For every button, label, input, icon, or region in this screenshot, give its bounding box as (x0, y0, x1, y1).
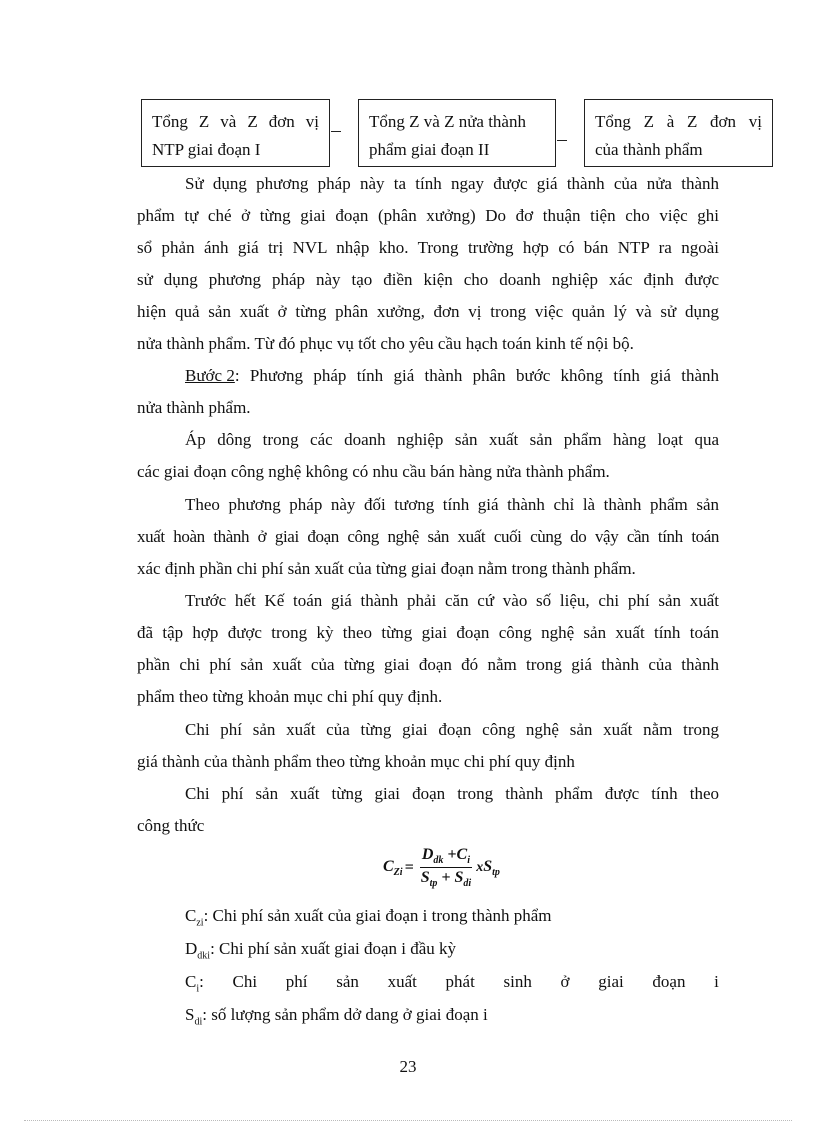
paragraph-step-2 (137, 360, 719, 424)
flow-connector-2 (557, 140, 567, 141)
paragraph-line: đã tập hợp được trong kỳ theo từng giai đoạn công nghệ sản xuất tính toán (137, 623, 719, 642)
flow-box-finished (584, 99, 773, 167)
paragraph-6 (137, 714, 719, 778)
paragraph-7 (137, 778, 719, 842)
page-bottom-divider (24, 1120, 792, 1121)
paragraph-3 (137, 424, 719, 488)
flow-box-stage-2-line2: phẩm giai đoạn II (369, 140, 490, 159)
flow-box-stage-1-line1: Tổng Z và Z đơn vị (152, 112, 319, 131)
paragraph-line: Trước hết Kế toán giá thành phải căn cứ vào số liệu, chi phí sản xuất (185, 591, 719, 610)
paragraph-line: phần chi phí sản xuất của từng giai đoạn đó nằm trong giá thành của thành (137, 655, 719, 674)
paragraph-line: giá thành của thành phẩm theo từng khoản mục chi phí quy định (137, 752, 575, 771)
flow-box-stage-1 (141, 99, 330, 167)
page-number: 23 (399, 1057, 417, 1076)
definition-item: $D_{dki}$: Chi phí sản xuất giai đoạn i đầu kỳ (185, 939, 457, 962)
formula-equals: = (404, 858, 414, 876)
formula-fraction (419, 846, 474, 889)
flow-box-finished-line1: Tổng Z à Z đơn vị (595, 112, 762, 131)
paragraph-line: Theo phương pháp này đối tương tính giá thành chỉ là thành phẩm sản (185, 495, 719, 514)
paragraph-4 (137, 489, 719, 585)
paragraph-line: sổ phản ánh giá trị NVL nhập kho. Trong trường hợp có bán NTP ra ngoài (137, 238, 719, 257)
paragraph-line: công thức (137, 816, 205, 835)
step-2-label: Bước 2 (185, 366, 235, 385)
definition-item: $S_{di}$: số lượng sản phẩm dở dang ở giai đoạn i (185, 1005, 488, 1028)
paragraph-line: các giai đoạn công nghệ không có nhu cầu bán hàng nửa thành phẩm. (137, 462, 610, 481)
formula-numerator: $D_{dk} +C_i$ (421, 846, 470, 867)
paragraph-line: phẩm theo từng khoản mục chi phí quy định. (137, 687, 443, 706)
definition-item: $C_{zi}$: Chi phí sản xuất của giai đoạn i trong thành phẩm (185, 906, 552, 929)
formula-lhs: $C_{Zi}$ (383, 857, 403, 878)
formula-multiplier: $xS_{tp}$ (476, 857, 500, 878)
paragraph-line: nửa thành phẩm. Từ đó phục vụ tốt cho yêu cầu hạch toán kinh tế nội bộ. (137, 334, 634, 353)
paragraph-line: xác định phần chi phí sản xuất của từng giai đoạn nằm trong thành phẩm. (137, 559, 636, 578)
paragraph-line: sử dụng phương pháp này tạo điền kiện cho doanh nghiệp xác định được (137, 270, 719, 289)
flow-connector-1 (331, 131, 341, 132)
paragraph-line: Áp dông trong các doanh nghiệp sản xuất sản phẩm hàng loạt qua (185, 430, 719, 449)
flow-box-stage-2-line1: Tổng Z và Z nửa thành (369, 112, 526, 131)
paragraph-line: hiện quả sản xuất ở từng phân xưởng, đơn vị trong việc quản lý và sử dụng (137, 302, 719, 321)
step-2-title: : Phương pháp tính giá thành phân bước không tính giá thành (234, 366, 719, 385)
formula-denominator: $S_{tp} + S_{di}$ (420, 869, 472, 890)
paragraph-line: Chi phí sản xuất của từng giai đoạn công nghệ sản xuất nằm trong (185, 720, 719, 739)
definitions-list (185, 899, 719, 1031)
paragraph-line: phẩm tự ché ở từng giai đoạn (phân xưởng) Do đơ thuận tiện cho việc ghi (137, 206, 719, 225)
paragraph-5 (137, 585, 719, 713)
paragraph-line: nửa thành phẩm. (137, 398, 251, 417)
paragraph-1 (137, 168, 719, 360)
definition-item: $C_i$: Chi phí sản xuất phát sinh ở giai đoạn i (185, 972, 719, 995)
flow-box-finished-line2: của thành phẩm (595, 140, 703, 159)
cost-formula (383, 846, 500, 889)
flow-box-stage-2 (358, 99, 556, 167)
paragraph-line: xuất hoàn thành ở giai đoạn công nghệ sản xuất cuối cùng do vậy cần tính toán (137, 527, 719, 546)
flow-box-stage-1-line2: NTP giai đoạn I (152, 140, 261, 159)
paragraph-line: Chi phí sản xuất từng giai đoạn trong thành phẩm được tính theo (185, 784, 719, 803)
paragraph-line (137, 360, 719, 392)
paragraph-line: Sử dụng phương pháp này ta tính ngay được giá thành của nửa thành (185, 174, 719, 193)
